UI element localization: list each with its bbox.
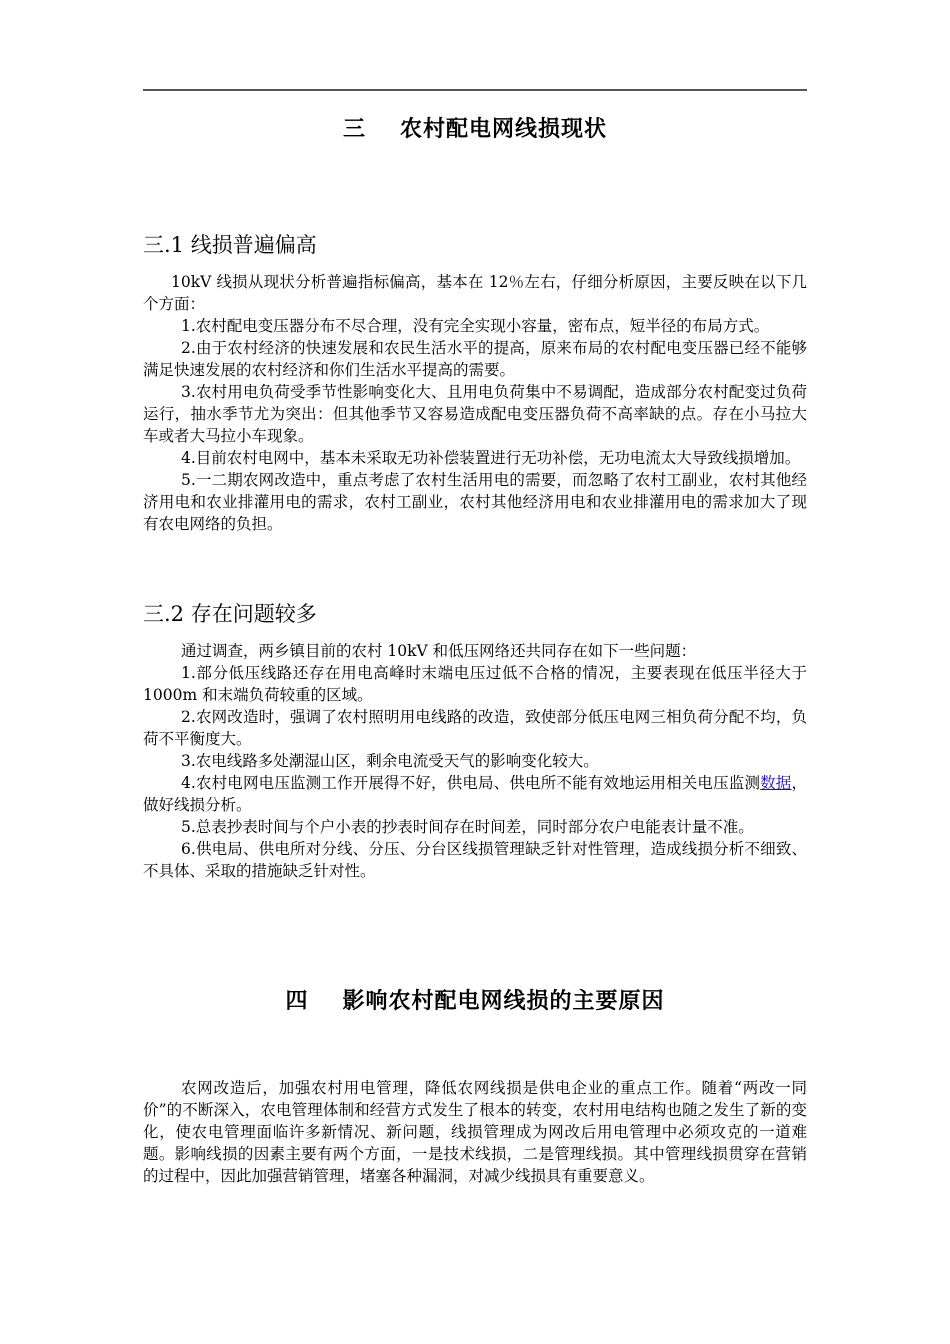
chapter-3-text: 农村配电网线损现状 — [400, 117, 608, 142]
chapter-3-number: 三 — [342, 117, 366, 142]
section-3-1-body — [143, 271, 807, 535]
list-item: 6.供电局、供电所对分线、分压、分台区线损管理缺乏针对性管理，造成线损分析不细致、不具体、采取的措施缺乏针对性。 — [143, 840, 807, 880]
item-4-text-before: 4.农村电网电压监测工作开展得不好，供电局、供电所不能有效地运用相关电压监测 — [181, 774, 761, 792]
data-link[interactable]: 数据 — [760, 774, 792, 792]
header-rule — [143, 89, 807, 91]
chapter-3-title — [143, 112, 807, 143]
list-item: 5.总表抄表时间与个户小表的抄表时间存在时间差，同时部分农户电能表计量不准。 — [181, 818, 754, 836]
list-item: 4.目前农村电网中，基本未采取无功补偿装置进行无功补偿，无功电流太大导致线损增加。 — [181, 449, 801, 467]
paragraph: 通过调查，两乡镇目前的农村 10kV 和低压网络还共同存在如下一些问题： — [181, 642, 697, 660]
list-item: 1.农村配电变压器分布不尽合理，没有完全实现小容量，密布点，短半径的布局方式。 — [181, 317, 770, 335]
section-3-2-body — [143, 640, 807, 882]
list-item: 3.农村用电负荷受季节性影响变化大、且用电负荷集中不易调配，造成部分农村配变过负荷运行，抽水季节尤为突出：但其他季节又容易造成配电变压器负荷不高率缺的点。存在小马拉大车或者大马拉小车现象。 — [143, 383, 807, 445]
item-4-text-after: ，做好线损分析。 — [143, 774, 807, 814]
list-item — [143, 772, 807, 816]
list-item: 2.由于农村经济的快速发展和农民生活水平的提高，原来布局的农村配电变压器已经不能够满足快速发展的农村经济和你们生活水平提高的需要。 — [143, 339, 807, 379]
chapter-4-number: 四 — [285, 989, 309, 1014]
list-item: 1.部分低压线路还存在用电高峰时末端电压过低不合格的情况，主要表现在低压半径大于 1000m 和末端负荷较重的区域。 — [143, 664, 807, 704]
section-3-1-title: 三.1 线损普遍偏高 — [143, 233, 317, 257]
chapter-4-text: 影响农村配电网线损的主要原因 — [342, 989, 665, 1014]
list-item: 5.一二期农网改造中，重点考虑了农村生活用电的需要，而忽略了农村工副业，农村其他经济用电和农业排灌用电的需求，农村工副业，农村其他经济用电和农业排灌用电的需求加大了现有农电网络的负担。 — [143, 471, 807, 533]
section-3-2-title: 三.2 存在问题较多 — [143, 602, 317, 626]
chapter-4-body — [143, 1077, 807, 1187]
list-item: 2.农网改造时，强调了农村照明用电线路的改造，致使部分低压电网三相负荷分配不均，负荷不平衡度大。 — [143, 708, 807, 748]
paragraph: 10kV 线损从现状分析普遍指标偏高，基本在 12％左右，仔细分析原因，主要反映在以下几个方面： — [143, 273, 807, 313]
paragraph: 农网改造后，加强农村用电管理，降低农网线损是供电企业的重点工作。随着“两改一同价”的不断深入，农电管理体制和经营方式发生了根本的转变，农村用电结构也随之发生了新的变化，使农电管理面临许多新情况、新问题，线损管理成为网改后用电管理中必须攻克的一道难题。影响线损的因素主要有两个方面，一是技术线损，二是管理线损。其中管理线损贯穿在营销的过程中，因此加强营销管理，堵塞各种漏洞，对减少线损具有重要意义。 — [143, 1079, 807, 1185]
list-item: 3.农电线路多处潮湿山区，剩余电流受天气的影响变化较大。 — [181, 752, 599, 770]
chapter-4-title — [143, 984, 807, 1015]
